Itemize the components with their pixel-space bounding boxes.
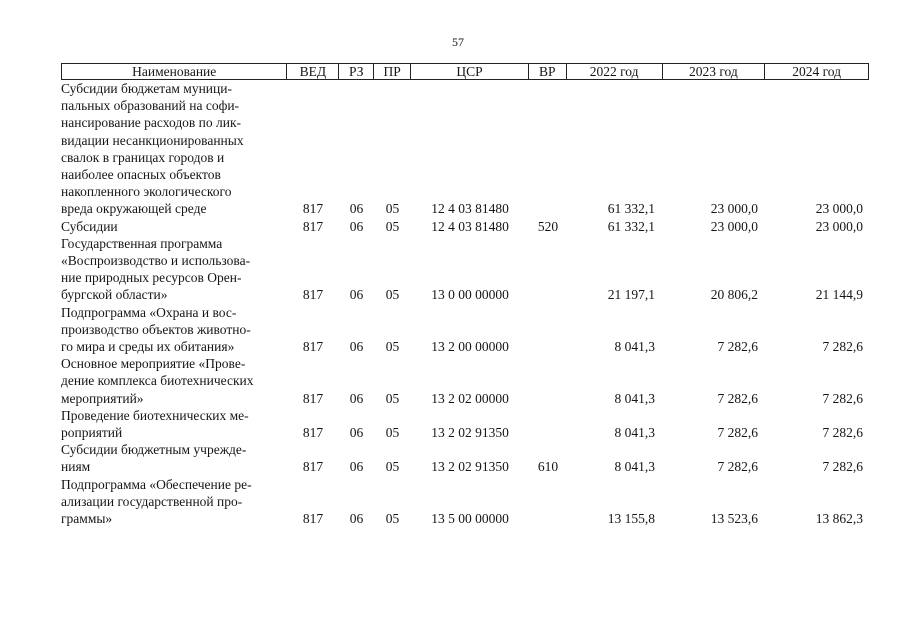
table-row — [61, 476, 869, 528]
cell-name-line: граммы» — [61, 511, 113, 527]
cell-name-line: пальных образований на софи- — [61, 98, 240, 114]
header-vr: ВР — [529, 64, 567, 79]
cell-name-line: ализации государственной про- — [61, 493, 243, 509]
cell-rz: 06 — [349, 425, 364, 441]
cell-name — [61, 441, 287, 475]
cell-name — [61, 218, 287, 235]
header-2024: 2024 год — [792, 64, 842, 79]
cell-csr: 13 2 02 91350 — [431, 425, 509, 441]
cell-name-line: накопленного экологического — [61, 184, 232, 200]
cell-2022: 21 197,1 — [607, 287, 655, 303]
cell-name-line: Подпрограмма «Охрана и вос- — [61, 304, 237, 320]
cell-2024: 7 282,6 — [822, 459, 863, 475]
cell-ved: 817 — [302, 218, 324, 234]
cell-name-line: ниям — [61, 459, 91, 475]
cell-vr: 610 — [537, 459, 559, 475]
cell-name-line: Субсидии — [61, 218, 118, 234]
cell-2023: 20 806,2 — [710, 287, 758, 303]
cell-name-line: «Воспроизводство и использова- — [61, 253, 251, 269]
cell-name-line: Субсидии бюджетным учрежде- — [61, 442, 247, 458]
cell-pr: 05 — [385, 390, 400, 406]
cell-rz: 06 — [349, 459, 364, 475]
cell-2023: 7 282,6 — [717, 459, 758, 475]
cell-name-line: Субсидии бюджетам муници- — [61, 81, 232, 96]
cell-ved: 817 — [302, 511, 324, 527]
cell-name — [61, 80, 287, 218]
cell-ved: 817 — [302, 201, 324, 217]
cell-pr: 05 — [385, 511, 400, 527]
table-row — [61, 218, 869, 235]
cell-name-line: производство объектов животно- — [61, 321, 251, 337]
cell-ved: 817 — [302, 459, 324, 475]
cell-2022: 13 155,8 — [607, 511, 655, 527]
cell-ved: 817 — [302, 390, 324, 406]
cell-2024: 23 000,0 — [815, 201, 863, 217]
cell-2022: 8 041,3 — [614, 425, 655, 441]
cell-name — [61, 304, 287, 356]
cell-pr: 05 — [385, 287, 400, 303]
header-name: Наименование — [62, 64, 287, 79]
cell-2024: 7 282,6 — [822, 339, 863, 355]
cell-pr: 05 — [385, 459, 400, 475]
cell-csr: 13 2 02 00000 — [431, 390, 509, 406]
cell-2022: 8 041,3 — [614, 459, 655, 475]
cell-2023: 7 282,6 — [717, 390, 758, 406]
cell-2022: 8 041,3 — [614, 339, 655, 355]
cell-rz: 06 — [349, 511, 364, 527]
cell-csr: 13 2 02 91350 — [431, 459, 509, 475]
cell-name-line: видации несанкционированных — [61, 132, 244, 148]
header-pr: ПР — [374, 64, 411, 79]
table-row — [61, 235, 869, 304]
cell-name-line: нансирование расходов по лик- — [61, 115, 242, 131]
cell-2024: 21 144,9 — [815, 287, 863, 303]
cell-csr: 13 2 00 00000 — [431, 339, 509, 355]
cell-name-line: мероприятий» — [61, 390, 144, 406]
cell-pr: 05 — [385, 339, 400, 355]
cell-name — [61, 476, 287, 528]
cell-name — [61, 235, 287, 304]
cell-name-line: вреда окружающей среде — [61, 201, 207, 217]
header-2022: 2022 год — [567, 64, 663, 79]
cell-name-line: Проведение биотехнических ме- — [61, 407, 249, 423]
cell-2023: 7 282,6 — [717, 339, 758, 355]
header-2023: 2023 год — [663, 64, 766, 79]
header-csr: ЦСР — [411, 64, 529, 79]
cell-name-line: роприятий — [61, 425, 123, 441]
cell-name-line: свалок в границах городов и — [61, 149, 225, 165]
cell-pr: 05 — [385, 201, 400, 217]
cell-name-line: бургской области» — [61, 287, 168, 303]
cell-rz: 06 — [349, 287, 364, 303]
table-header — [61, 63, 869, 80]
cell-2024: 7 282,6 — [822, 390, 863, 406]
cell-rz: 06 — [349, 218, 364, 234]
cell-ved: 817 — [302, 425, 324, 441]
cell-name — [61, 355, 287, 407]
cell-2024: 23 000,0 — [815, 218, 863, 234]
table-body — [61, 80, 869, 527]
cell-name-line: наиболее опасных объектов — [61, 167, 221, 183]
cell-name-line: дение комплекса биотехнических — [61, 373, 254, 389]
cell-2023: 13 523,6 — [710, 511, 758, 527]
cell-2023: 23 000,0 — [710, 218, 758, 234]
cell-rz: 06 — [349, 390, 364, 406]
cell-rz: 06 — [349, 339, 364, 355]
cell-2024: 13 862,3 — [815, 511, 863, 527]
header-ved: ВЕД — [287, 64, 339, 79]
cell-2022: 61 332,1 — [607, 218, 655, 234]
cell-rz: 06 — [349, 201, 364, 217]
cell-2022: 61 332,1 — [607, 201, 655, 217]
table-row — [61, 407, 869, 441]
table-row — [61, 80, 869, 218]
cell-name-line: Государственная программа — [61, 235, 223, 251]
cell-csr: 12 4 03 81480 — [431, 201, 509, 217]
budget-table — [61, 63, 869, 527]
page-number: 57 — [452, 35, 464, 49]
cell-name — [61, 407, 287, 441]
cell-pr: 05 — [385, 218, 400, 234]
table-row — [61, 441, 869, 475]
cell-csr: 13 5 00 00000 — [431, 511, 509, 527]
cell-2024: 7 282,6 — [822, 425, 863, 441]
cell-2023: 23 000,0 — [710, 201, 758, 217]
cell-name-line: го мира и среды их обитания» — [61, 339, 235, 355]
cell-name-line: Подпрограмма «Обеспечение ре- — [61, 476, 252, 492]
table-row — [61, 355, 869, 407]
cell-2022: 8 041,3 — [614, 390, 655, 406]
cell-ved: 817 — [302, 287, 324, 303]
cell-name-line: ние природных ресурсов Орен- — [61, 270, 242, 286]
cell-vr: 520 — [537, 218, 559, 234]
cell-ved: 817 — [302, 339, 324, 355]
cell-pr: 05 — [385, 425, 400, 441]
cell-name-line: Основное мероприятие «Прове- — [61, 356, 246, 372]
cell-csr: 13 0 00 00000 — [431, 287, 509, 303]
cell-2023: 7 282,6 — [717, 425, 758, 441]
cell-csr: 12 4 03 81480 — [431, 218, 509, 234]
table-row — [61, 304, 869, 356]
header-rz: РЗ — [339, 64, 374, 79]
